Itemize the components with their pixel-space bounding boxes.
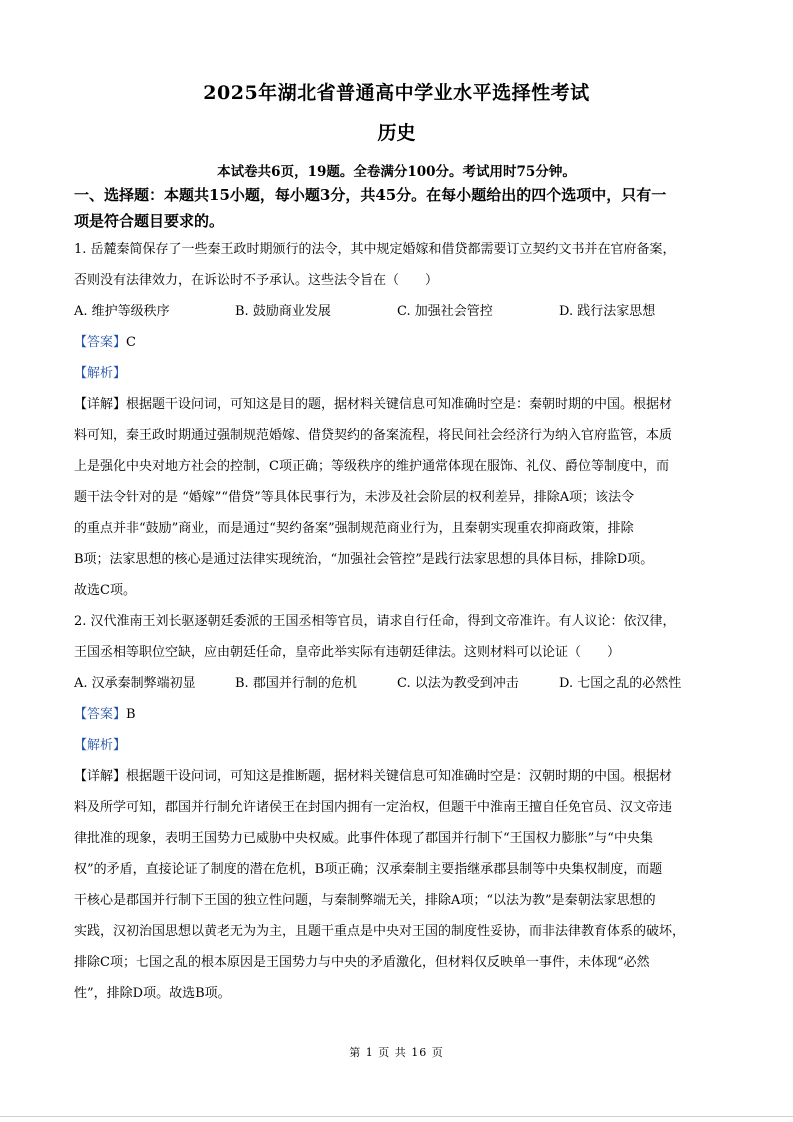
q2-detail-line-2: 料及所学可知，郡国并行制允许诸侯王在封国内拥有一定治权，但题干中淮南王擅自任免官员、汉文帝违 <box>74 800 673 815</box>
q1-detail-first: 根据题干设问词，可知这是目的题，据材料关键信息可知准确时空是：秦朝时期的中国。根据材 <box>126 397 673 412</box>
q2-stem-line-2: 王国丞相等职位空缺，应由朝廷任命，皇帝此举实际有违朝廷律法。这则材料可以论证（ ） <box>74 645 621 660</box>
q2-detail-line-4: 权”的矛盾，直接论证了制度的潜在危机，B项正确；汉承秦制主要指继承郡县制等中央集权制度，而题 <box>74 862 663 877</box>
q1-stem-line-1: 1. 岳麓秦简保存了一些秦王政时期颁行的法令，其中规定婚嫁和借贷都需要订立契约文书并在官府备案， <box>74 242 676 257</box>
q2-answer <box>74 699 722 730</box>
q1-detail-line-2: 料可知，秦王政时期通过强制规范婚嫁、借贷契约的备案流程，将民间社会经济行为纳入官府监管，本质 <box>74 428 673 443</box>
q1-detail-line-6: B项；法家思想的核心是通过法律实现统治，“加强社会管控”是践行法家思想的具体目标，排除D项。 <box>74 552 654 567</box>
section-heading-line-2: 项是符合题目要求的。 <box>74 212 225 230</box>
q2-option-c: C. 以法为教受到冲击 <box>397 676 519 691</box>
section-heading <box>74 182 724 234</box>
q2-detail-line-8: 性”，排除D项。故选B项。 <box>74 986 231 1001</box>
exam-title: 2025年湖北省普通高中学业水平选择性考试 <box>203 82 590 104</box>
q2-detail-tag: 【详解】 <box>74 769 127 784</box>
q1-detail-line-4: 题干法令针对的是 “婚嫁”“借贷”等具体民事行为，未涉及社会阶层的权利差异，排除A项；该法令 <box>74 490 635 505</box>
section-heading-line-1: 一、选择题：本题共15小题，每小题3分，共45分。在每小题给出的四个选项中，只有一 <box>74 186 667 204</box>
q2-options <box>74 668 722 699</box>
q1-answer-value: C <box>126 335 136 350</box>
q1-detail-tag: 【详解】 <box>74 397 127 412</box>
question-body <box>74 234 722 1009</box>
q2-answer-tag: 【答案】 <box>74 707 127 722</box>
q2-detail-line-6: 实践，汉初治国思想以黄老无为为主，且题干重点是中央对王国的制度性妥协，而非法律教育体系的破坏， <box>74 924 686 939</box>
q2-detail-line-1 <box>74 761 722 792</box>
q1-analysis-tag: 【解析】 <box>74 366 127 381</box>
q1-detail-line-1 <box>74 389 722 420</box>
q2-option-b: B. 郡国并行制的危机 <box>235 676 357 691</box>
q1-analysis <box>74 358 722 389</box>
q1-answer <box>74 327 722 358</box>
q1-option-b: B. 鼓励商业发展 <box>235 304 331 319</box>
q1-option-c: C. 加强社会管控 <box>397 304 493 319</box>
q2-detail-line-5: 干核心是郡国并行制下王国的独立性问题，与秦制弊端无关，排除A项；“以法为教”是秦朝法家思想的 <box>74 893 656 908</box>
exam-note: 本试卷共6页，19题。全卷满分100分。考试用时75分钟。 <box>217 164 576 180</box>
q1-detail-line-3: 上是强化中央对地方社会的控制，C项正确；等级秩序的维护通常体现在服饰、礼仪、爵位等制度中，而 <box>74 459 669 474</box>
q2-detail-line-7: 排除C项；七国之乱的根本原因是王国势力与中央的矛盾激化，但材料仅反映单一事件，未体现“必然 <box>74 955 650 970</box>
q2-analysis <box>74 730 722 761</box>
q2-option-d: D. 七国之乱的必然性 <box>559 676 682 691</box>
q2-detail-first: 根据题干设问词，可知这是推断题，据材料关键信息可知准确时空是：汉朝时期的中国。根据材 <box>126 769 673 784</box>
q1-option-d: D. 践行法家思想 <box>559 304 656 319</box>
q1-answer-tag: 【答案】 <box>74 335 127 350</box>
bottom-divider <box>0 1116 793 1117</box>
q1-option-a: A. 维护等级秩序 <box>74 304 170 319</box>
q2-analysis-tag: 【解析】 <box>74 738 127 753</box>
q1-stem-line-2: 否则没有法律效力，在诉讼时不予承认。这些法令旨在（ ） <box>74 273 439 288</box>
q2-detail-line-3: 律批准的现象，表明王国势力已威胁中央权威。此事件体现了郡国并行制下“王国权力膨胀”与“中央集 <box>74 831 653 846</box>
q2-stem-line-1: 2. 汉代淮南王刘长驱逐朝廷委派的王国丞相等官员，请求自行任命，得到文帝准许。有人议论：依汉律， <box>74 614 676 629</box>
q1-detail-line-5: 的重点并非“鼓励”商业，而是通过“契约备案”强制规范商业行为，且秦朝实现重农抑商政策，排除 <box>74 521 634 536</box>
q2-answer-value: B <box>126 707 136 722</box>
subject-title: 历史 <box>377 122 416 144</box>
q2-option-a: A. 汉承秦制弊端初显 <box>74 676 196 691</box>
page-number: 第 1 页 共 16 页 <box>349 1046 444 1059</box>
q1-options <box>74 296 722 327</box>
q1-detail-line-7: 故选C项。 <box>74 583 136 598</box>
